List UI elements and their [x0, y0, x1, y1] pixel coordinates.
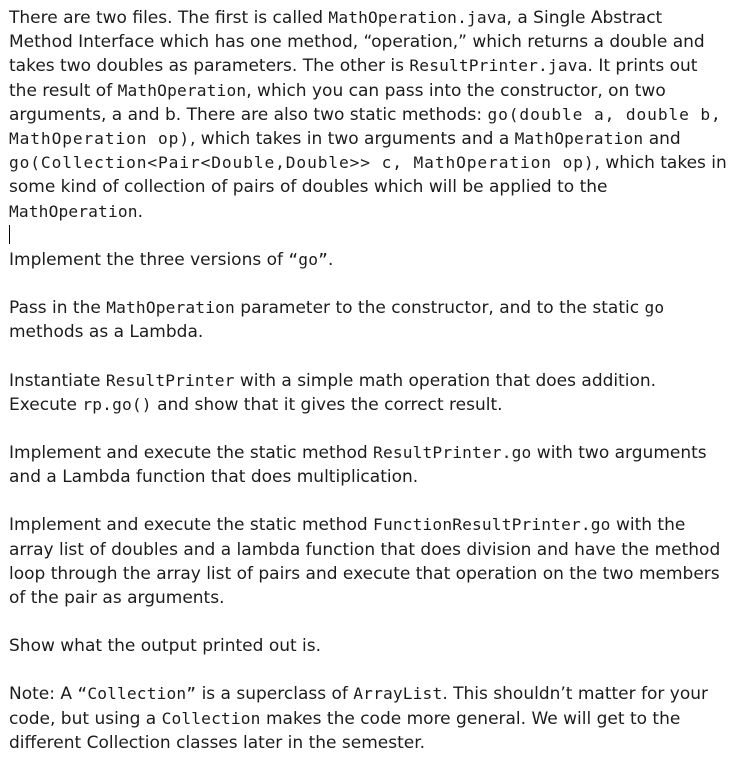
text-run: There are two files. The first is called: [9, 8, 329, 28]
paragraph-spacer: [9, 345, 728, 369]
code-collection: Collection: [161, 708, 261, 728]
code-mathoperation-java: MathOperation.java: [328, 8, 507, 27]
paragraph-spacer: [9, 272, 728, 296]
code-go-quoted: “go”: [288, 250, 328, 270]
paragraph-spacer: [9, 489, 728, 513]
text-run: .: [328, 250, 334, 271]
text-run: .: [137, 201, 144, 222]
paragraph-spacer: [9, 610, 728, 634]
text-run: , which you can pass into the constructor, on two arguments, a and b. There are also two static methods:: [9, 80, 666, 125]
code-go-signature-2: go(Collection<Pair<Double,Double>> c, MathOperation op): [9, 153, 595, 173]
text-run: and show that it gives the correct result.: [151, 394, 503, 415]
text-cursor: [9, 225, 10, 244]
code-collection-quoted: “Collection”: [77, 684, 197, 704]
text-run: Implement and execute the static method: [9, 443, 374, 464]
text-run: with the array list of doubles and a lambda function that does division and have the method loop through the array list of pairs and execute that operation on the two members of the pair as arguments.: [9, 515, 721, 609]
code-arraylist: ArrayList: [353, 684, 443, 704]
text-run: , which takes in two arguments and a: [189, 129, 515, 150]
text-run: is a superclass of: [196, 684, 354, 705]
code-resultprinter-go: ResultPrinter.go: [373, 443, 532, 463]
text-run: makes the code more general. We will get to the different Collection classes later in the semester.: [9, 708, 681, 753]
text-cursor-line[interactable]: [9, 224, 728, 248]
text-run: with a simple math operation that does addition. Execute: [9, 370, 657, 415]
text-run: Note: A: [9, 684, 78, 705]
paragraph-note: [9, 682, 728, 755]
code-functionresultprinter-go: FunctionResultPrinter.go: [373, 515, 611, 535]
text-run: methods as a Lambda.: [9, 322, 204, 343]
text-run: and: [643, 129, 681, 150]
code-rp-go: rp.go(): [82, 394, 152, 414]
paragraph-division: [9, 513, 728, 610]
text-run: Show what the output printed out is.: [9, 636, 322, 657]
text-run: , a Single Abstract Method Interface which has one method, “operation,” which returns a double and takes two doubles as parameters. The other is: [9, 8, 705, 77]
paragraph-spacer: [9, 417, 728, 441]
paragraph-addition: [9, 369, 728, 417]
code-resultprinter-java: ResultPrinter.java: [409, 56, 588, 76]
text-run: , which takes in some kind of collection of pairs of doubles which will be applied to the: [9, 153, 727, 198]
code-mathoperation: MathOperation: [9, 201, 138, 221]
code-go-signature-1: go(double a, double b, MathOperation op): [9, 104, 722, 149]
text-run: Instantiate: [9, 370, 106, 391]
paragraph-lambda: [9, 296, 728, 344]
text-run: Pass in the: [9, 298, 107, 319]
paragraph-multiplication: [9, 441, 728, 489]
code-mathoperation: MathOperation: [106, 298, 235, 318]
paragraph-show-output: [9, 634, 728, 658]
paragraph-intro: [9, 6, 728, 224]
code-go: go: [644, 298, 665, 318]
code-mathoperation: MathOperation: [514, 129, 644, 149]
text-run: Implement the three versions of: [9, 250, 289, 271]
text-run: with two arguments and a Lambda function that does multiplication.: [9, 443, 707, 488]
paragraph-spacer: [9, 658, 728, 682]
code-mathoperation: MathOperation: [117, 80, 247, 100]
text-run: . This shouldn’t matter for your code, but using a: [9, 684, 709, 729]
code-resultprinter: ResultPrinter: [105, 370, 235, 390]
paragraph-implement-go: [9, 248, 728, 272]
text-run: . It prints out the result of: [9, 56, 698, 101]
text-run: parameter to the constructor, and to the static: [234, 298, 645, 319]
text-run: Implement and execute the static method: [9, 515, 374, 536]
